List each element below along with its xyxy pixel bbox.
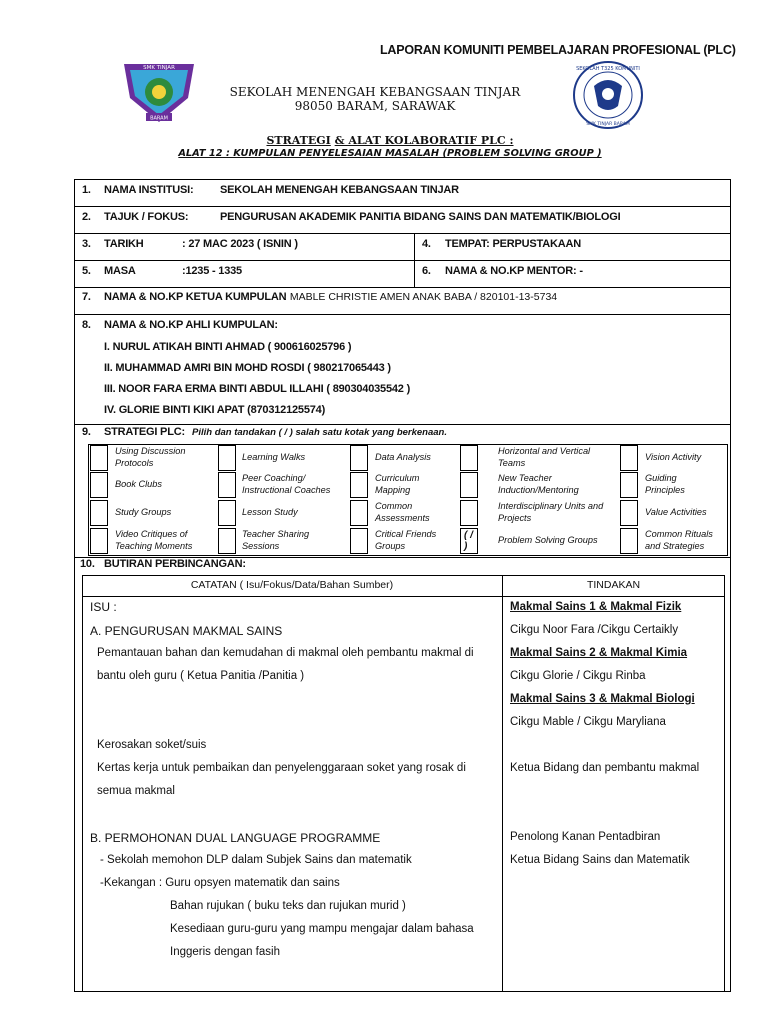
tajuk-label: TAJUK / FOKUS:	[104, 211, 189, 223]
isu-label: ISU :	[90, 600, 117, 614]
strategi-heading	[200, 134, 580, 147]
row4-num: 4.	[422, 238, 431, 250]
strategy-checkbox[interactable]	[620, 528, 638, 554]
seal-bottom-text: SMK TINJAR BARAM	[586, 122, 630, 127]
row-divider	[74, 314, 731, 315]
strategi-rest: & ALAT KOLABORATIF PLC :	[334, 134, 514, 147]
ahli-label: NAMA & NO.KP AHLI KUMPULAN:	[104, 319, 278, 331]
section-b-title: B. PERMOHONAN DUAL LANGUAGE PROGRAMME	[90, 831, 381, 845]
strategy-label: Horizontal and Vertical Teams	[498, 446, 591, 468]
strategy-checkbox[interactable]	[218, 528, 236, 554]
row2-num: 2.	[82, 211, 91, 223]
strategy-checkbox[interactable]	[90, 500, 108, 526]
masa-label: MASA	[104, 265, 136, 277]
section-b-line3: Bahan rujukan ( buku teks dan rujukan murid )	[170, 900, 406, 912]
strategy-label: Using Discussion Protocols	[115, 446, 186, 468]
strategy-label: Common Assessments	[375, 501, 430, 523]
row3-num: 3.	[82, 238, 91, 250]
tindakan-value-5: Penolong Kanan Pentadbiran	[510, 831, 661, 843]
col-divider	[414, 233, 415, 287]
row-divider	[74, 424, 731, 425]
section-a-title: A. PENGURUSAN MAKMAL SAINS	[90, 624, 283, 638]
mentor-label: NAMA & NO.KP MENTOR: -	[445, 265, 583, 277]
member-2: II. MUHAMMAD AMRI BIN MOHD ROSDI ( 980217065443 )	[104, 362, 391, 374]
tarikh-value: : 27 MAC 2023 ( ISNIN )	[182, 238, 298, 250]
section-b-line2: -Kekangan : Guru opsyen matematik dan sains	[100, 877, 340, 889]
header-divider	[82, 596, 725, 597]
strategy-label: Video Critiques of Teaching Moments	[115, 529, 193, 551]
kertas-line2: semua makmal	[97, 785, 175, 797]
masa-value: :1235 - 1335	[182, 265, 242, 277]
strategy-checkbox[interactable]	[350, 472, 368, 498]
school-crest-logo	[122, 58, 196, 124]
tindakan-value-3: Cikgu Mable / Cikgu Maryliana	[510, 716, 666, 728]
strategy-checkbox[interactable]	[460, 500, 478, 526]
nama-institusi-label: NAMA INSTITUSI:	[104, 184, 194, 196]
school-postcode: 98050 BARAM, SARAWAK	[294, 99, 456, 113]
strategi-word: STRATEGI	[266, 134, 331, 147]
strategi-plc-hint: Pilih dan tandakan ( / ) salah satu kotak yang berkenaan.	[192, 427, 447, 438]
strategy-checkbox[interactable]	[90, 445, 108, 471]
tindakan-value-1: Cikgu Noor Fara /Cikgu Certaikly	[510, 624, 679, 636]
row6-num: 6.	[422, 265, 431, 277]
strategy-checkbox[interactable]	[460, 472, 478, 498]
row8-num: 8.	[82, 319, 91, 331]
catatan-header: CATATAN ( Isu/Fokus/Data/Bahan Sumber)	[190, 579, 394, 591]
logo-bottom-text: BARAM	[150, 115, 168, 122]
tindakan-heading-3: Makmal Sains 3 & Makmal Biologi	[510, 693, 695, 705]
strategy-label: Vision Activity	[645, 452, 702, 462]
section-a-line1: Pemantauan bahan dan kemudahan di makmal oleh pembantu makmal di	[97, 647, 474, 659]
strategy-label: Teacher Sharing Sessions	[242, 529, 310, 551]
alat-heading: ALAT 12 : KUMPULAN PENYELESAIAN MASALAH (PROBLEM SOLVING GROUP )	[178, 148, 602, 159]
tindakan-header: TINDAKAN	[586, 579, 641, 591]
strategy-checkbox[interactable]	[350, 528, 368, 554]
report-title: LAPORAN KOMUNITI PEMBELAJARAN PROFESIONAL (PLC)	[380, 43, 736, 57]
strategy-checkbox[interactable]	[90, 528, 108, 554]
row-divider	[74, 206, 731, 207]
strategy-label: Peer Coaching/ Instructional Coaches	[242, 473, 331, 495]
strategy-checkbox[interactable]	[620, 472, 638, 498]
row7-num: 7.	[82, 291, 91, 303]
nama-institusi-value: SEKOLAH MENENGAH KEBANGSAAN TINJAR	[220, 184, 459, 196]
col-divider	[502, 575, 503, 992]
logo-top-text: SMK TINJAR	[143, 65, 175, 71]
strategi-plc-label: STRATEGI PLC:	[104, 426, 185, 438]
strategy-label: Study Groups	[115, 507, 172, 517]
ketua-value: : MABLE CHRISTIE AMEN ANAK BABA / 820101-13-5734	[284, 291, 558, 303]
seal-top-text: SEKOLAH T325 KOMUNITI	[576, 66, 640, 72]
strategy-checkbox[interactable]	[350, 445, 368, 471]
strategy-label: Lesson Study	[242, 507, 298, 517]
school-address	[210, 85, 540, 113]
strategy-label: Guiding Principles	[645, 473, 685, 495]
school-name: SEKOLAH MENENGAH KEBANGSAAN TINJAR	[229, 85, 521, 99]
strategy-label: Critical Friends Groups	[375, 529, 437, 551]
strategy-checkbox[interactable]	[90, 472, 108, 498]
butiran-label: BUTIRAN PERBINCANGAN:	[104, 558, 246, 570]
selected-check-mark: ( / )	[464, 530, 473, 552]
row-divider	[74, 260, 731, 261]
strategy-checkbox[interactable]	[218, 500, 236, 526]
tindakan-heading-1: Makmal Sains 1 & Makmal Fizik	[510, 601, 682, 613]
tempat-label: TEMPAT: PERPUSTAKAAN	[445, 238, 581, 250]
row-divider	[74, 233, 731, 234]
strategy-label: Curriculum Mapping	[375, 473, 420, 495]
row-divider	[74, 287, 731, 288]
strategy-checkbox[interactable]	[620, 500, 638, 526]
strategy-checkbox[interactable]	[460, 445, 478, 471]
section-a-line2: bantu oleh guru ( Ketua Panitia /Panitia )	[97, 670, 305, 682]
strategy-label: New Teacher Induction/Mentoring	[498, 473, 579, 495]
row5-num: 5.	[82, 265, 91, 277]
strategy-checkbox[interactable]	[350, 500, 368, 526]
kerosakan-line: Kerosakan soket/suis	[97, 739, 207, 751]
ketua-label: NAMA & NO.KP KETUA KUMPULAN	[104, 291, 287, 303]
strategy-label: Common Rituals and Strategies	[645, 529, 713, 551]
strategy-label: Data Analysis	[375, 452, 431, 462]
komuniti-seal-logo	[572, 60, 644, 130]
section-b-line1: - Sekolah memohon DLP dalam Subjek Sains dan matematik	[100, 854, 412, 866]
section-b-line4: Kesediaan guru-guru yang mampu mengajar dalam bahasa	[170, 923, 474, 935]
row9-num: 9.	[82, 426, 91, 438]
kertas-line1: Kertas kerja untuk pembaikan dan penyelenggaraan soket yang rosak di	[97, 762, 466, 774]
strategy-checkbox[interactable]	[218, 445, 236, 471]
section-b-line5: Inggeris dengan fasih	[170, 946, 280, 958]
tindakan-heading-2: Makmal Sains 2 & Makmal Kimia	[510, 647, 688, 659]
tajuk-value: PENGURUSAN AKADEMIK PANITIA BIDANG SAINS DAN MATEMATIK/BIOLOGI	[220, 211, 621, 223]
member-4: IV. GLORIE BINTI KIKI APAT (870312125574)	[104, 404, 326, 416]
tarikh-label: TARIKH	[104, 238, 144, 250]
member-3: III. NOOR FARA ERMA BINTI ABDUL ILLAHI ( 890304035542 )	[104, 383, 411, 395]
strategy-label: Interdisciplinary Units and Projects	[498, 501, 604, 523]
strategy-label: Value Activities	[645, 507, 707, 517]
row10-num: 10.	[80, 558, 95, 570]
tindakan-value-2: Cikgu Glorie / Cikgu Rinba	[510, 670, 646, 682]
strategy-label: Problem Solving Groups	[498, 535, 598, 545]
strategy-label: Learning Walks	[242, 452, 306, 462]
member-1: I. NURUL ATIKAH BINTI AHMAD ( 900616025796 )	[104, 341, 352, 353]
tindakan-value-6: Ketua Bidang Sains dan Matematik	[510, 854, 690, 866]
tindakan-value-4: Ketua Bidang dan pembantu makmal	[510, 762, 700, 774]
strategy-checkbox[interactable]	[218, 472, 236, 498]
strategy-label: Book Clubs	[115, 479, 162, 489]
strategy-checkbox[interactable]	[620, 445, 638, 471]
row1-num: 1.	[82, 184, 91, 196]
